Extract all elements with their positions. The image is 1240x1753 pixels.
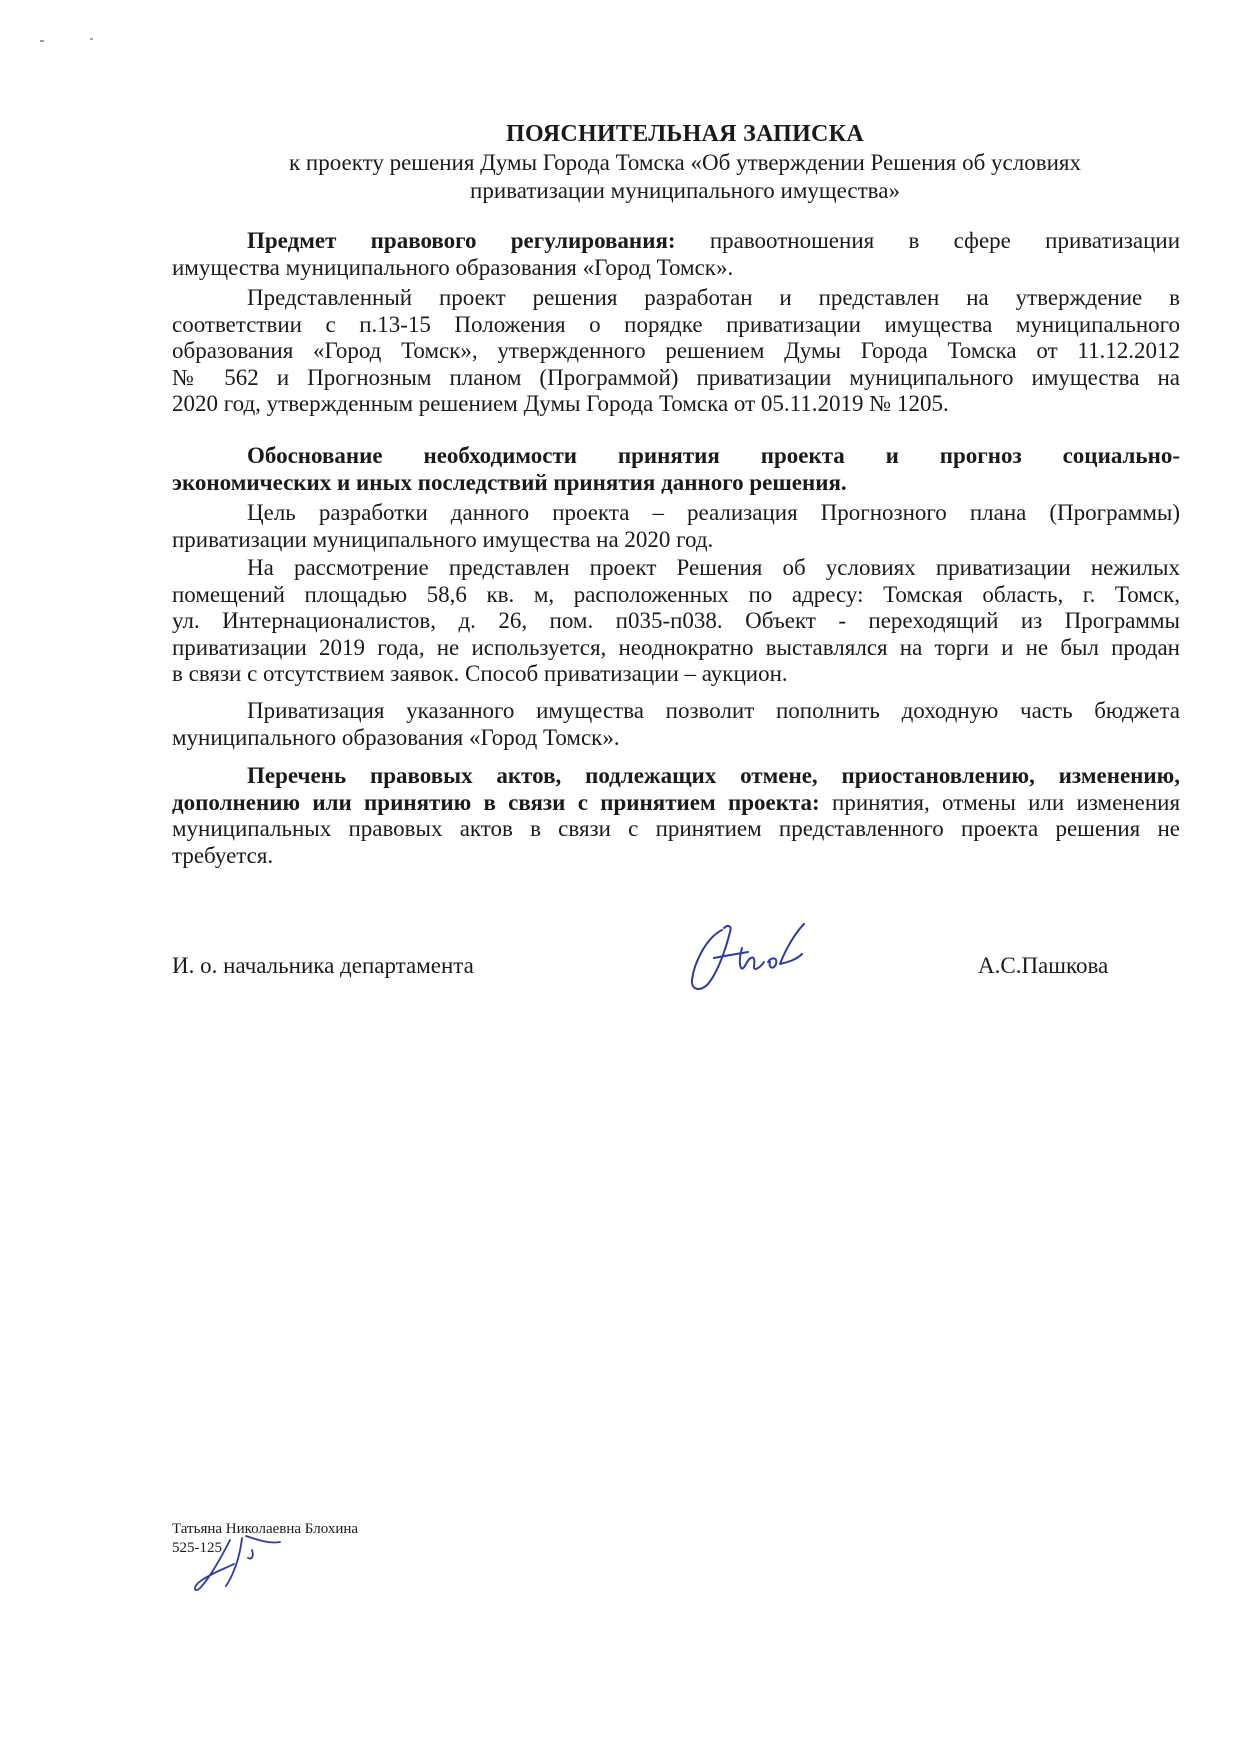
text-line: экономических и иных последствий принятия данного решения. (172, 469, 847, 495)
paragraph-goal (172, 500, 1180, 553)
handwritten-signature (684, 918, 824, 998)
scan-artifact (90, 38, 93, 40)
text-line: Обоснование необходимости принятия проекта и прогноз социально- (247, 443, 1180, 468)
executor-name: Татьяна Николаевна Блохина (172, 1521, 359, 1537)
text-line: муниципального образования «Город Томск». (172, 724, 620, 750)
text-line: помещений площадью 58,6 кв. м, расположенных по адресу: Томская область, г. Томск, (172, 581, 1180, 607)
text-line: приватизации муниципального имущества на 2020 год. (172, 526, 714, 552)
executor-phone: 525-125 (172, 1540, 222, 1556)
bold-label: дополнению или принятию в связи с принятием проекта: (172, 789, 820, 815)
text-span: принятия, отмены или изменения (832, 789, 1181, 815)
paragraph-justification-heading (172, 443, 1180, 496)
text-line: образования «Город Томск», утвержденного решением Думы Города Томска от 11.12.2012 (172, 338, 1180, 363)
text-line: Приватизация указанного имущества позволит пополнить доходную часть бюджета (247, 698, 1180, 723)
text-line: ул. Интернационалистов, д. 26, пом. п035-п038. Объект - переходящий из Программы (172, 608, 1180, 633)
paragraph-basis (172, 285, 1180, 418)
document-title: ПОЯСНИТЕЛЬНАЯ ЗАПИСКА (505, 121, 865, 147)
paragraph-subject (172, 228, 1180, 281)
text-line: требуется. (172, 842, 274, 868)
text-line: На рассмотрение представлен проект Решения об условиях приватизации нежилых (247, 555, 1180, 580)
signatory-position: И. о. начальника департамента (172, 953, 474, 978)
document-subtitle-line: к проекту решения Думы Города Томска «Об утверждении Решения об условиях (289, 150, 1081, 175)
text-line (172, 790, 1180, 817)
text-line: имущества муниципального образования «Город Томск». (172, 254, 734, 280)
text-line: Перечень правовых актов, подлежащих отмене, приостановлению, изменению, (247, 763, 1180, 788)
text-line: Представленный проект решения разработан и представлен на утверждение в (247, 285, 1180, 310)
paragraph-effect (172, 698, 1180, 751)
handwritten-initials (190, 1530, 285, 1600)
text-line: приватизации 2019 года, не используется, неоднократно выставлялся на торги и не был продан (172, 634, 1180, 660)
text-line: в связи с отсутствием заявок. Способ приватизации – аукцион. (172, 661, 788, 686)
text-line: Цель разработки данного проекта – реализация Прогнозного плана (Программы) (247, 500, 1180, 525)
signatory-name: А.С.Пашкова (978, 953, 1109, 978)
text-span: правоотношения в сфере приватизации (709, 228, 1180, 253)
scan-artifact (40, 40, 44, 42)
paragraph-legal-acts (172, 763, 1180, 869)
text-line: 2020 год, утвержденным решением Думы Города Томска от 05.11.2019 № 1205. (172, 391, 949, 416)
text-line (172, 228, 1180, 255)
paragraph-object (172, 555, 1180, 688)
bold-label: Предмет правового регулирования: (247, 228, 676, 253)
text-line: соответствии с п.13-15 Положения о порядке приватизации имущества муниципального (172, 311, 1180, 337)
document-subtitle-line: приватизации муниципального имущества» (470, 178, 900, 203)
text-line: муниципальных правовых актов в связи с принятием представленного проекта решения не (172, 816, 1180, 841)
text-line: № 562 и Прогнозным планом (Программой) приватизации муниципального имущества на (172, 364, 1180, 390)
